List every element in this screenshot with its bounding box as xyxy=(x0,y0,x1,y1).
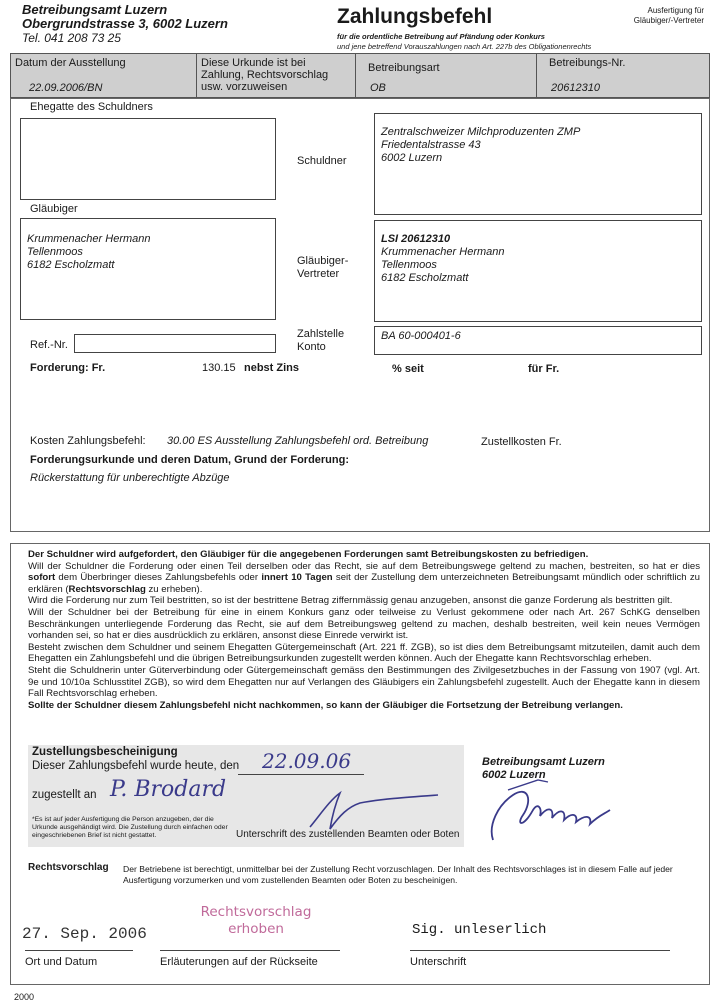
reference-field xyxy=(74,334,276,353)
objection-date-stamp: 27. Sep. 2006 xyxy=(22,925,147,943)
debtor-street: Friedentalstrasse 43 xyxy=(381,139,481,151)
messenger-signature-label: Unterschrift des zustellenden Beamten oder Boten xyxy=(236,829,460,840)
representative-reference: LSI 20612310 xyxy=(381,233,451,245)
legal-p2-c: dem Überbringer dieses Zahlungsbefehls oder xyxy=(55,572,262,584)
issue-date-value: 22.09.2006/BN xyxy=(29,82,103,94)
objection-label: Rechtsvorschlag xyxy=(28,862,109,873)
objection-text: Der Betriebene ist berechtigt, unmittelbar bei der Zustellung Recht vorzuschlagen. Der Inhalt des Rechtsvorschlages ist in diesem Falle auf jeder Ausfertigung vorzumerken und vom zustellenden Beamten oder Boten zu bescheinigen. xyxy=(123,864,673,885)
legal-paragraph-5: Besteht zwischen dem Schuldner und seinem Ehegatten Gütergemeinschaft (Art. 221 ff. ZGB), so ist dies dem Betreibungsamt mitzuteilen, damit auch dem Ehegatten ein Zahlungsbefehl und die übrigen Betreibungsurkunden zugestellt werden können. Auch der Ehegatte kann Rechtsvorschlag erheben. xyxy=(28,641,700,665)
signature-line xyxy=(410,950,670,951)
issue-date-label: Datum der Ausstellung xyxy=(15,57,126,69)
creditor-label: Gläubiger xyxy=(30,203,78,215)
creditor-name: Krummenacher Hermann xyxy=(27,233,151,245)
copy-note-line-2: Gläubiger/-Vertreter xyxy=(633,16,704,25)
legal-p2-a: Will der Schuldner die Forderung oder einen Teil derselben oder das Recht, sie auf dem Betreibungswege geltend zu machen, bestreiten, so hat er dies xyxy=(28,560,700,572)
objection-stamp-line-1: Rechtsvorschlag xyxy=(200,904,312,920)
representative-box xyxy=(374,220,702,322)
copy-note xyxy=(618,6,704,26)
office-stamp-line-2: 6002 Luzern xyxy=(482,769,546,781)
legal-p2-f: Rechtsvorschlag xyxy=(68,583,146,595)
representative-label-2: Vertreter xyxy=(297,268,340,280)
representative-street: Tellenmoos xyxy=(381,259,437,271)
document-title: Zahlungsbefehl xyxy=(337,5,493,28)
claim-for-label: für Fr. xyxy=(528,363,560,375)
claim-interest-label: nebst Zins xyxy=(244,362,300,374)
place-date-line xyxy=(25,950,133,951)
delivery-costs-label: Zustellkosten Fr. xyxy=(481,436,562,448)
explanation-line xyxy=(160,950,340,951)
official-signature xyxy=(478,770,618,845)
delivery-date-handwritten: 22.09.06 xyxy=(262,749,352,773)
spouse-box xyxy=(20,118,276,200)
delivery-line-1: Dieser Zahlungsbefehl wurde heute, den xyxy=(32,760,240,772)
representative-label xyxy=(297,255,348,281)
issue-date-cell xyxy=(11,54,197,97)
reference-label: Ref.-Nr. xyxy=(30,339,68,351)
explanation-label: Erläuterungen auf der Rückseite xyxy=(160,956,318,968)
office-stamp-line-1: Betreibungsamt Luzern xyxy=(482,756,605,768)
legal-text xyxy=(28,549,700,711)
costs-value: 30.00 ES Ausstellung Zahlungsbefehl ord. Betreibung xyxy=(167,435,429,447)
office-phone: Tel. 041 208 73 25 xyxy=(22,31,121,45)
payment-account-box xyxy=(374,326,702,355)
messenger-signature xyxy=(290,785,440,835)
delivery-line-2: zugestellt an xyxy=(32,789,97,801)
delivery-title: Zustellungsbescheinigung xyxy=(32,746,178,758)
claim-basis-label: Forderungsurkunde und deren Datum, Grund der Forderung: xyxy=(30,454,350,466)
type-label: Betreibungsart xyxy=(368,62,440,74)
legal-paragraph-1: Der Schuldner wird aufgefordert, den Gläubiger für die angegebenen Forderungen samt Betreibungskosten zu befriedigen. xyxy=(28,549,589,560)
creditor-address xyxy=(27,233,151,272)
delivery-footnote: *Es ist auf jeder Ausfertigung die Person anzugeben, der die Urkunde ausgehändigt wird. Die Zustellung durch einfachen oder eingeschriebenen Brief ist nicht gestattet. xyxy=(32,816,228,839)
office-address: Obergrundstrasse 3, 6002 Luzern xyxy=(22,16,228,31)
type-value: OB xyxy=(370,82,386,94)
creditor-box xyxy=(20,218,276,320)
copy-note-line-1: Ausfertigung für xyxy=(647,6,704,15)
representative-label-1: Gläubiger- xyxy=(297,255,349,267)
payment-label-1: Zahlstelle xyxy=(297,328,345,340)
debtor-name: Zentralschweizer Milchproduzenten ZMP xyxy=(381,126,581,138)
costs-label: Kosten Zahlungsbefehl: xyxy=(30,435,146,447)
claim-label: Forderung: Fr. xyxy=(30,362,106,374)
number-cell xyxy=(537,54,709,97)
present-note-cell xyxy=(197,54,356,97)
payment-account: BA 60-000401-6 xyxy=(381,330,461,342)
objection-signature-text: Sig. unleserlich xyxy=(412,922,547,938)
office-name: Betreibungsamt Luzern xyxy=(22,2,168,17)
spouse-label: Ehegatte des Schuldners xyxy=(30,101,153,113)
creditor-street: Tellenmoos xyxy=(27,246,83,258)
legal-paragraph-3: Wird die Forderung nur zum Teil bestritten, so ist der bestrittene Betrag ziffernmässig genau anzugeben, ansonst die ganze Forderung als bestritten gilt. xyxy=(28,595,673,607)
form-code: 2000 xyxy=(14,992,35,1002)
debtor-box xyxy=(374,113,702,215)
representative-name: Krummenacher Hermann xyxy=(381,246,505,258)
claim-basis-value: Rückerstattung für unberechtigte Abzüge xyxy=(30,472,230,484)
debtor-address xyxy=(381,126,580,165)
document-subtitle-1: für die ordentliche Betreibung auf Pfändung oder Konkurs xyxy=(337,32,545,41)
delivery-date-line xyxy=(238,774,364,775)
objection-raised-stamp xyxy=(186,904,326,938)
legal-p2-g: zu erheben). xyxy=(145,583,203,595)
claim-percent-label: % seit xyxy=(392,363,424,375)
place-date-label: Ort und Datum xyxy=(25,956,98,968)
representative-address xyxy=(381,233,505,285)
legal-paragraph-4: Will der Schuldner bei der Betreibung für eine in einem Konkurs ganz oder teilweise zu Verlust gekommene oder nach Art. 267 SchKG denselben Beschränkungen unterliegende Forderung das Recht, sie auf dem Betreibungsweg geltend zu machen, deshalb bestreiten, weil kein neues Vermögen vorhanden sei, so hat er dies ausdrücklich zu erklären, ansonst diese Einrede verwirkt ist. xyxy=(28,606,700,642)
type-cell xyxy=(356,54,537,97)
legal-p2-b: sofort xyxy=(28,572,56,584)
present-note: Diese Urkunde ist bei Zahlung, Rechtsvorschlag usw. vorzuweisen xyxy=(201,57,329,93)
legal-paragraph-6: Steht die Schuldnerin unter Güterverbindung oder Gütergemeinschaft gemäss den Bestimmungen des Zivilgesetzbuches in der Fassung von 1907 (vgl. Art. 9e und 10/10a Schlusstitel ZGB), so wird dem Ehegatten nur auf Verlangen des Gläubigers ein Zahlungsbefehl zugestellt. Auch der Ehegatte kann in diesem Fall Rechtsvorschlag erheben. xyxy=(28,664,700,700)
legal-p2-d: innert 10 Tagen xyxy=(261,572,333,584)
legal-paragraph-2 xyxy=(28,561,700,596)
signature-label: Unterschrift xyxy=(410,956,467,968)
creditor-city: 6182 Escholzmatt xyxy=(27,259,115,271)
debtor-city: 6002 Luzern xyxy=(381,152,443,164)
legal-paragraph-7: Sollte der Schuldner diesem Zahlungsbefehl nicht nachkommen, so kann der Gläubiger die Fortsetzung der Betreibung verlangen. xyxy=(28,699,623,711)
claim-amount: 130.15 xyxy=(202,362,236,374)
objection-stamp-line-2: erhoben xyxy=(228,921,284,937)
debtor-label: Schuldner xyxy=(297,155,347,167)
number-value: 20612310 xyxy=(551,82,600,94)
representative-city: 6182 Escholzmatt xyxy=(381,272,469,284)
legal-p2-e: seit der Zustellung dem unterzeichneten Betreibungsamt mündlich oder schriftlich zu erklären ( xyxy=(28,572,700,595)
number-label: Betreibungs-Nr. xyxy=(549,57,626,69)
payment-label xyxy=(297,328,344,354)
recipient-handwritten: P. Brodard xyxy=(110,777,227,802)
header-bar xyxy=(10,53,710,98)
payment-label-2: Konto xyxy=(297,341,326,353)
document-subtitle-2: und jene betreffend Vorauszahlungen nach Art. 227b des Obligationenrechts xyxy=(337,42,592,51)
